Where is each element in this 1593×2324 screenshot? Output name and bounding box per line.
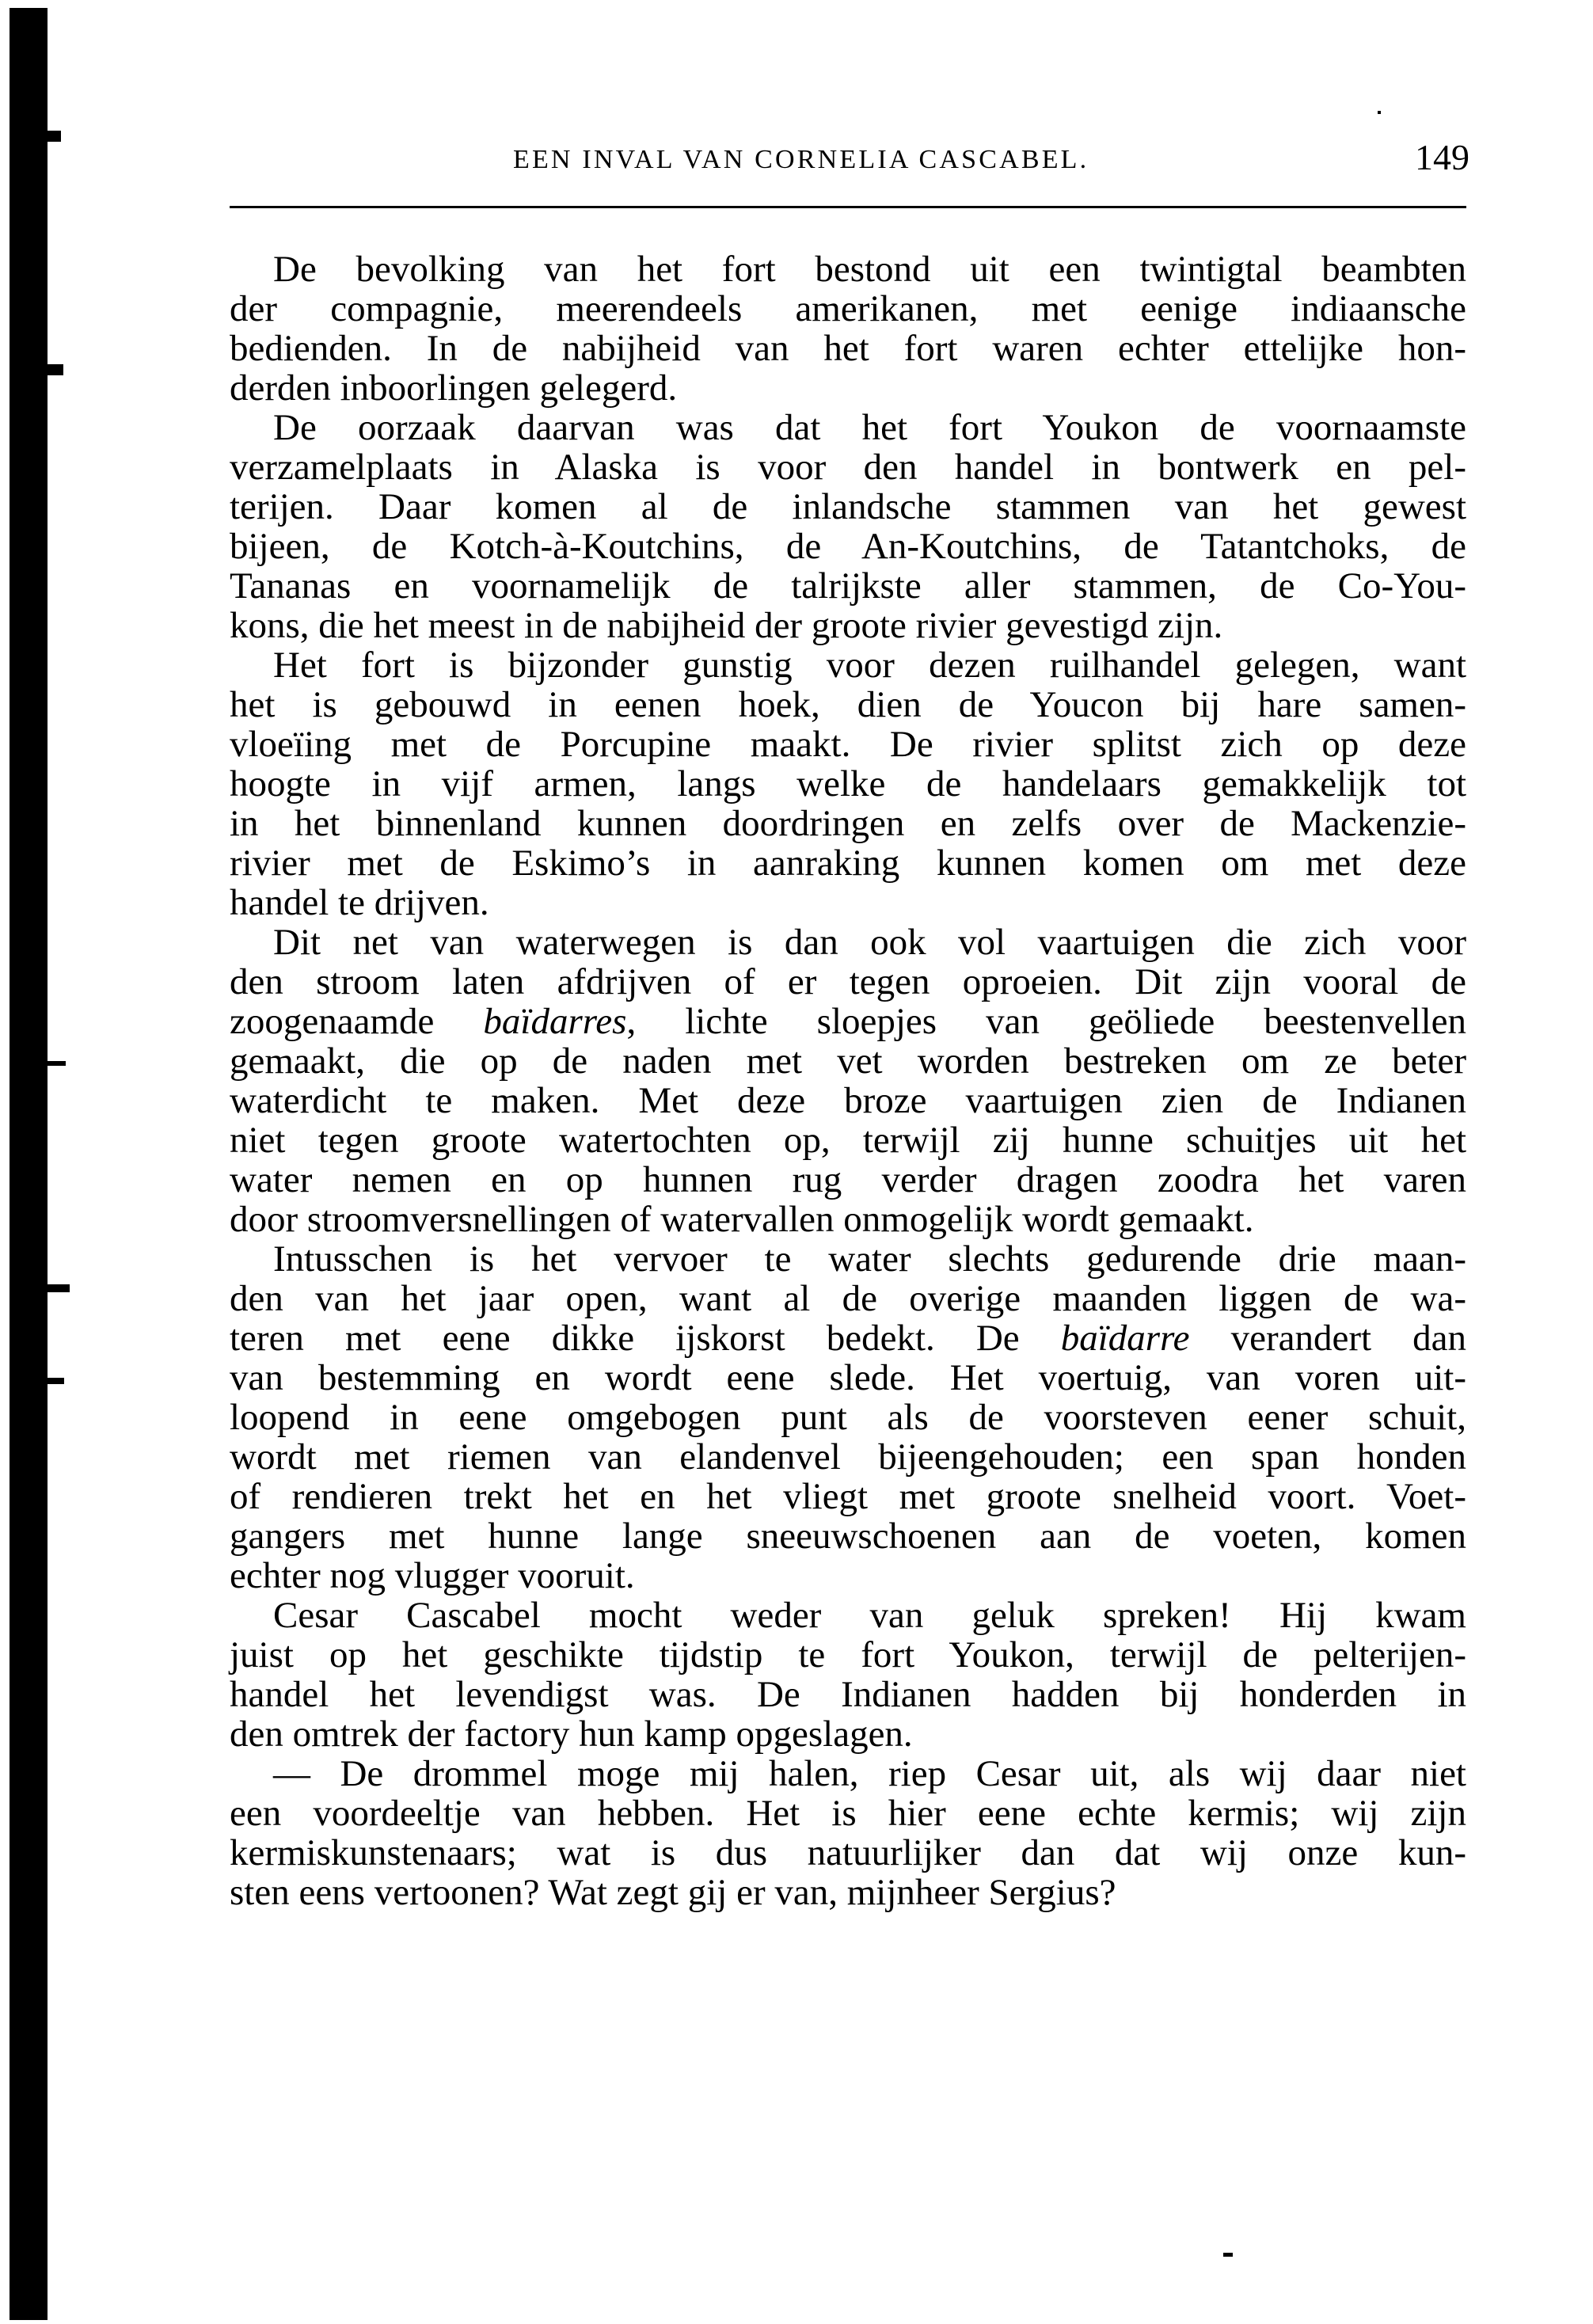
text-line: den van het jaar open, want al de overige maanden liggen de wa-: [230, 1278, 1466, 1319]
text-line: — De drommel moge mij halen, riep Cesar uit, als wij daar niet: [273, 1753, 1466, 1794]
text-line: gemaakt, die op de naden met vet worden bestreken om ze beter: [230, 1040, 1466, 1082]
text-line: bijeen, de Kotch-à-Koutchins, de An-Koutchins, de Tatantchoks, de: [230, 526, 1466, 567]
text-line: in het binnenland kunnen doordringen en zelfs over de Mackenzie-: [230, 803, 1466, 844]
text-line: gangers met hunne lange sneeuwschoenen aan de voeten, komen: [230, 1516, 1466, 1557]
text-line: den stroom laten afdrijven of er tegen oproeien. Dit zijn vooral de: [230, 961, 1466, 1002]
italic-term: baïdarres: [483, 1001, 627, 1042]
text-line: hoogte in vijf armen, langs welke de handelaars gemakkelijk tot: [230, 763, 1466, 804]
text-line: der compagnie, meerendeels amerikanen, met eenige indiaansche: [230, 288, 1466, 329]
text-line: vloeïing met de Porcupine maakt. De rivier splitst zich op deze: [230, 724, 1466, 765]
text-line: niet tegen groote watertochten op, terwijl zij hunne schuitjes uit het: [230, 1120, 1466, 1161]
text-line: kermiskunstenaars; wat is dus natuurlijker dan dat wij onze kun-: [230, 1832, 1466, 1873]
book-binding-edge: [10, 8, 48, 2320]
text-line: zoogenaamde baïdarres, lichte sloepjes van geöliede beestenvellen: [230, 1001, 1466, 1042]
paragraph: [230, 408, 1466, 645]
text-line: wordt met riemen van elandenvel bijeengehouden; een span honden: [230, 1436, 1466, 1478]
text-line: derden inboorlingen gelegerd.: [230, 367, 678, 409]
italic-term: baïdarre: [1060, 1318, 1190, 1359]
binding-artifact: [44, 131, 61, 142]
binding-artifact: [32, 1284, 70, 1292]
text-line: De bevolking van het fort bestond uit een twintigtal beambten: [273, 249, 1466, 290]
text-line: Het fort is bijzonder gunstig voor dezen ruilhandel gelegen, want: [273, 645, 1466, 686]
text-line: Intusschen is het vervoer te water slechts gedurende drie maan-: [273, 1238, 1466, 1280]
text-line: Tananas en voornamelijk de talrijkste aller stammen, de Co-You-: [230, 565, 1466, 607]
ink-speck: [1223, 2253, 1233, 2257]
text-line: water nemen en op hunnen rug verder dragen zoodra het varen: [230, 1159, 1466, 1200]
text-line: een voordeeltje van hebben. Het is hier eene echte kermis; wij zijn: [230, 1793, 1466, 1834]
body-text: [230, 249, 1466, 1912]
text-line: kons, die het meest in de nabijheid der groote rivier gevestigd zijn.: [230, 605, 1223, 646]
paragraph: [230, 1239, 1466, 1596]
text-line: loopend in eene omgebogen punt als de voorsteven eener schuit,: [230, 1397, 1466, 1438]
paragraph: [230, 1754, 1466, 1912]
text-line: of rendieren trekt het en het vliegt met groote snelheid voort. Voet-: [230, 1476, 1466, 1517]
binding-artifact: [44, 1378, 64, 1384]
text-line: door stroomversnellingen of watervallen onmogelijk wordt gemaakt.: [230, 1199, 1254, 1240]
paragraph: [230, 1596, 1466, 1754]
ink-speck: [1378, 111, 1381, 114]
page-number: 149: [1415, 137, 1469, 177]
text-line: rivier met de Eskimo’s in aanraking kunnen komen om met deze: [230, 842, 1466, 884]
text-line: handel te drijven.: [230, 882, 489, 923]
text-line: Dit net van waterwegen is dan ook vol vaartuigen die zich voor: [273, 922, 1466, 963]
text-line: handel het levendigst was. De Indianen hadden bij honderden in: [230, 1674, 1466, 1715]
running-head: EEN INVAL VAN CORNELIA CASCABEL.: [513, 145, 1089, 174]
paragraph: [230, 249, 1466, 408]
binding-artifact: [44, 364, 63, 375]
paragraph: [230, 922, 1466, 1239]
text-line: Cesar Cascabel mocht weder van geluk spreken! Hij kwam: [273, 1595, 1466, 1636]
binding-artifact: [44, 1061, 66, 1066]
text-line: terijen. Daar komen al de inlandsche stammen van het gewest: [230, 486, 1466, 527]
text-line: van bestemming en wordt eene slede. Het voertuig, van voren uit-: [230, 1357, 1466, 1398]
text-line: verzamelplaats in Alaska is voor den handel in bontwerk en pel-: [230, 447, 1466, 488]
text-line: het is gebouwd in eenen hoek, dien de Youcon bij hare samen-: [230, 684, 1466, 725]
text-line: sten eens vertoonen? Wat zegt gij er van, mijnheer Sergius?: [230, 1872, 1116, 1913]
text-line: teren met eene dikke ijskorst bedekt. De baïdarre verandert dan: [230, 1318, 1466, 1359]
text-line: juist op het geschikte tijdstip te fort Youkon, terwijl de pelterijen-: [230, 1634, 1466, 1675]
text-line: bedienden. In de nabijheid van het fort waren echter ettelijke hon-: [230, 328, 1466, 369]
text-line: echter nog vlugger vooruit.: [230, 1555, 635, 1596]
header-rule: [230, 206, 1466, 208]
text-line: De oorzaak daarvan was dat het fort Youkon de voornaamste: [273, 407, 1466, 448]
paragraph: [230, 645, 1466, 922]
text-line: waterdicht te maken. Met deze broze vaartuigen zien de Indianen: [230, 1080, 1466, 1121]
text-line: den omtrek der factory hun kamp opgeslagen.: [230, 1714, 913, 1755]
